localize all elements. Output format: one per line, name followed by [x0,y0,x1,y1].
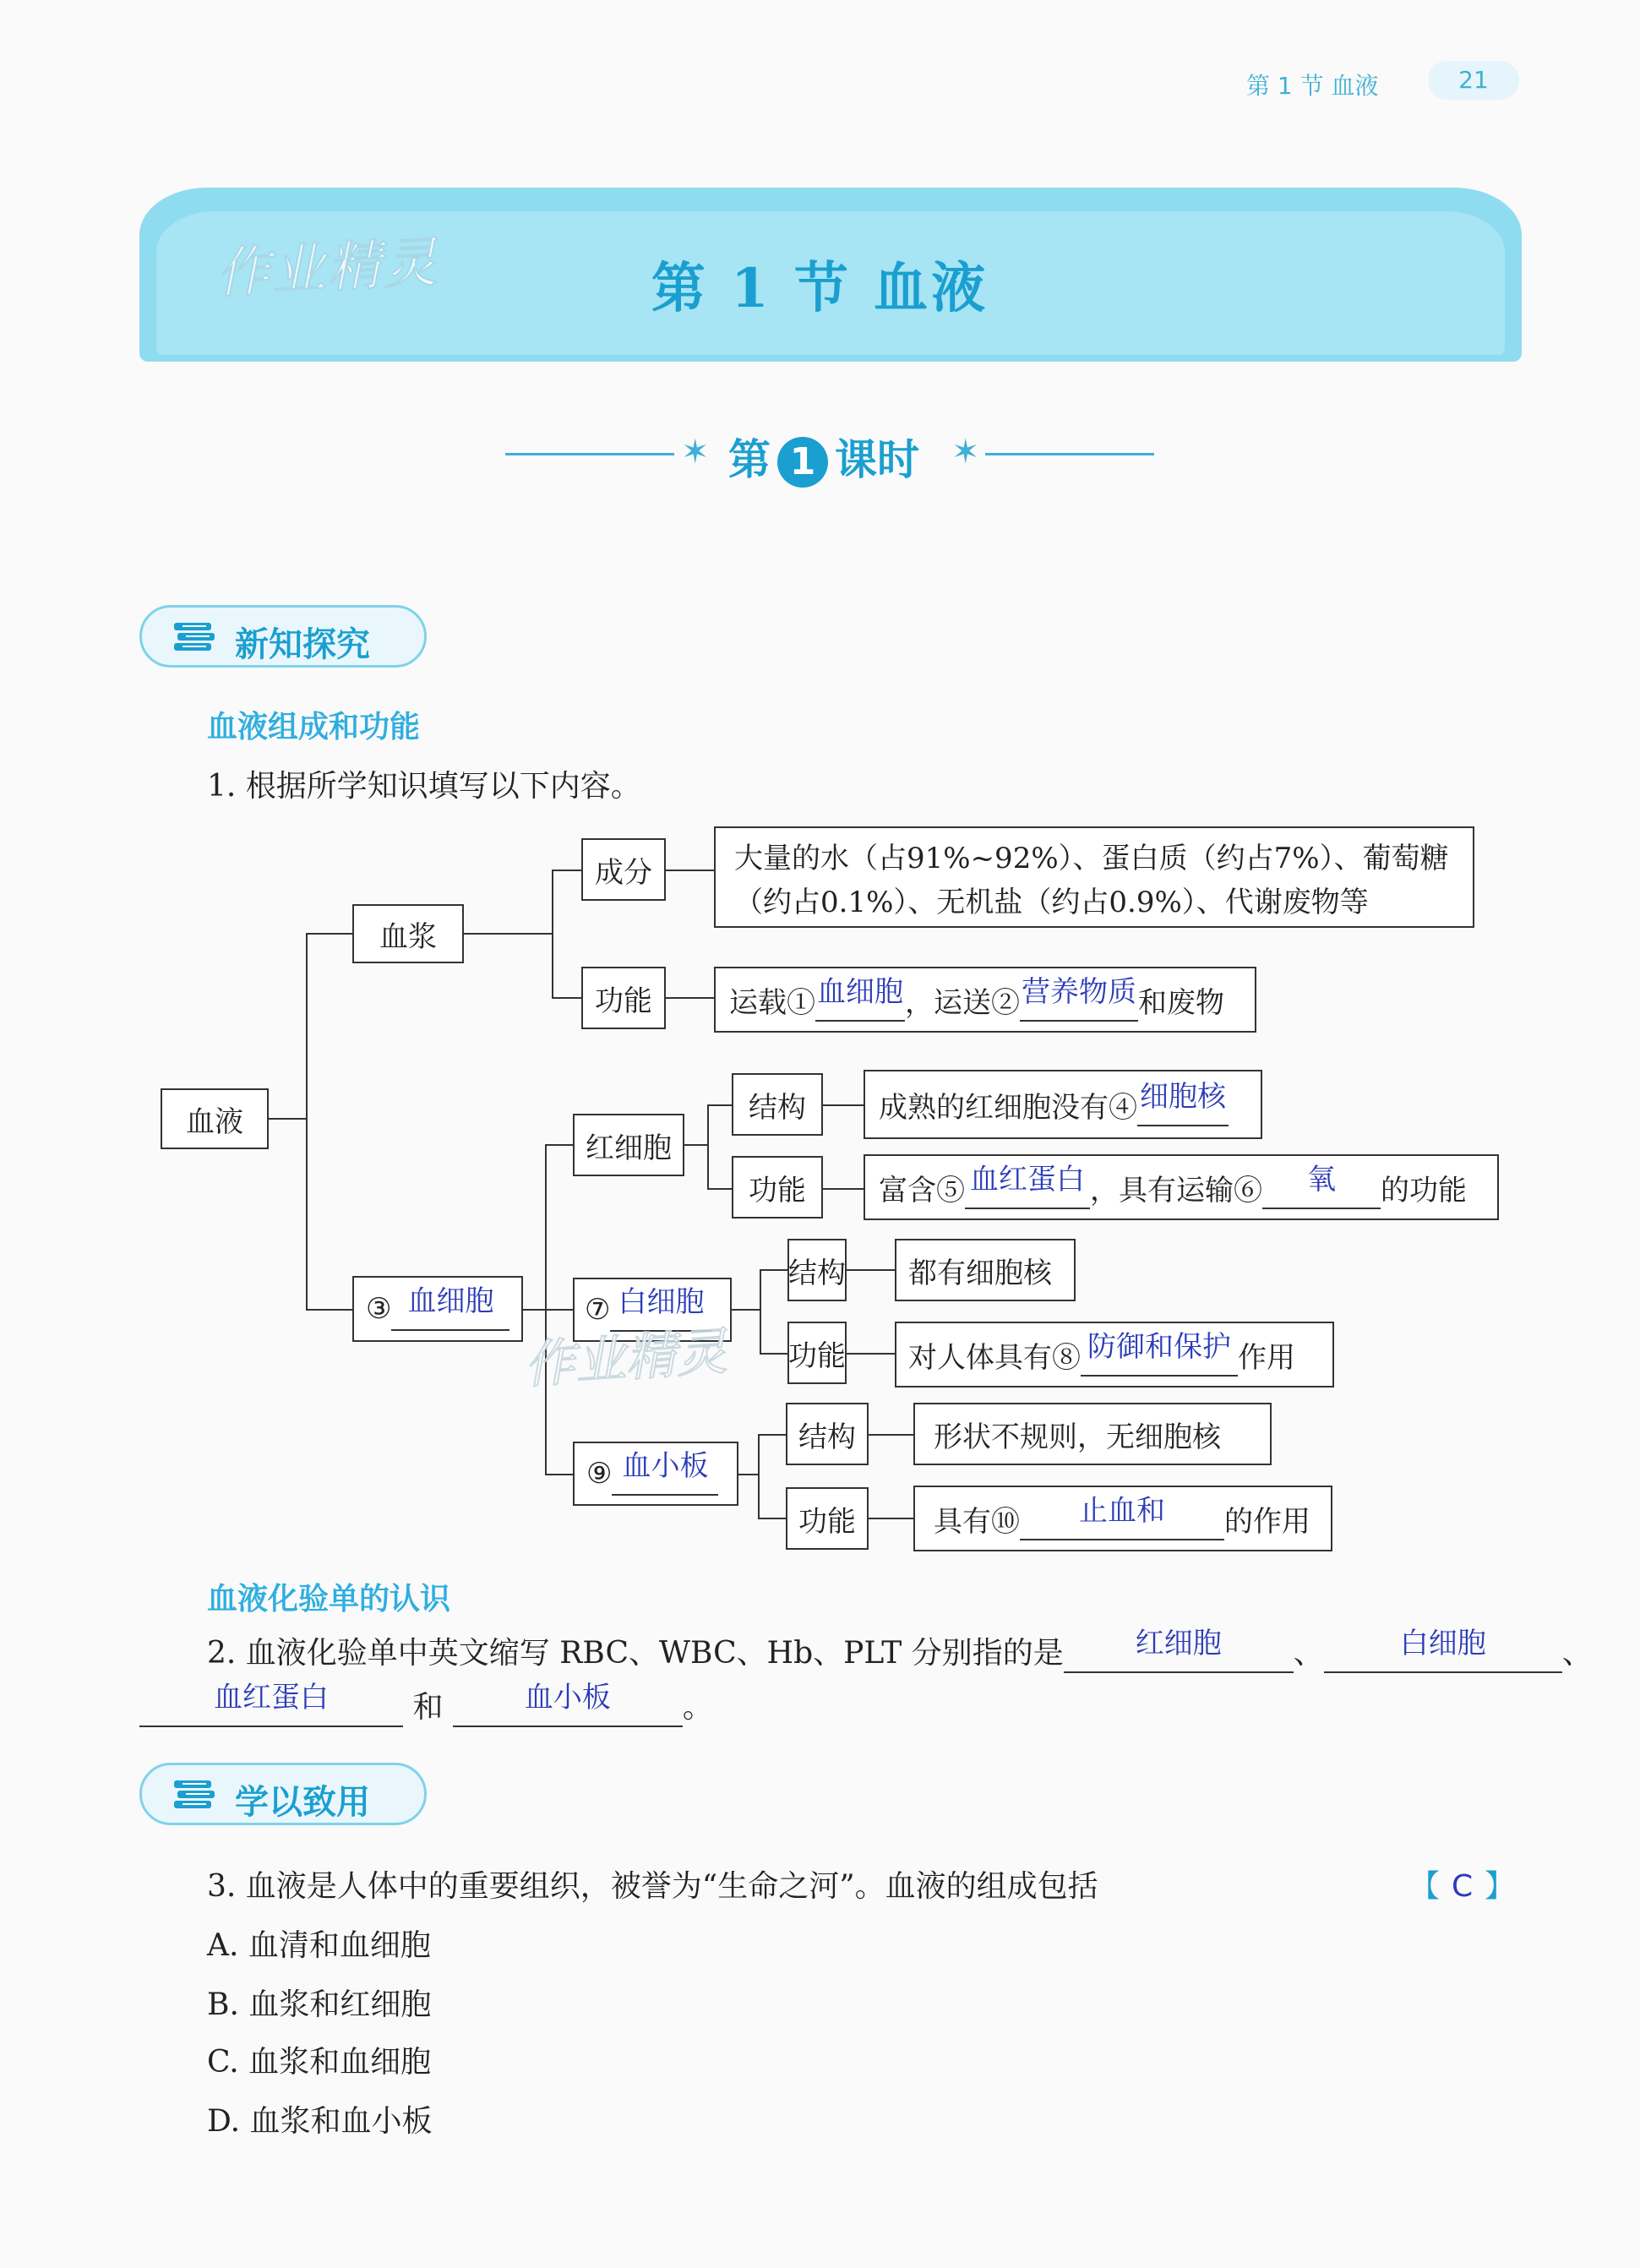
connector [268,1118,307,1120]
connector [552,870,582,871]
question-3-answer: C [1452,1869,1474,1904]
platelet-structure-detail: 形状不规则，无细胞核 [913,1403,1272,1465]
node-blood: 血液 [161,1088,269,1149]
node-platelet: ⑨ 血小板 [573,1442,738,1506]
books-icon [172,1779,216,1811]
star-icon: ✶ [681,433,710,472]
connector [760,1353,788,1355]
chapter-title: 第 1 节 血液 [651,257,989,320]
node-plasma: 血浆 [352,904,464,963]
section-label: 新知探究 [235,625,370,664]
section-pill-apply [139,1763,427,1825]
section-pill-explore [139,605,427,668]
connector [758,1434,760,1518]
running-header: 第 1 节 血液 [1246,72,1379,100]
question-3-answer-bracket: 【 C 】 [1409,1869,1516,1904]
option-d: D. 血浆和血小板 [207,2104,433,2139]
connector [552,870,553,998]
connector [760,1269,788,1271]
connector [867,1518,914,1519]
plasma-function-detail: 运载① 血细胞 ，运送② 营养物质 和废物 [714,967,1256,1033]
answer-blank-9: 血小板 [612,1453,718,1496]
connector [758,1518,787,1519]
answer-blank-7: 白细胞 [610,1289,711,1332]
connector [664,997,715,999]
question-2-cont: 血红蛋白 和 血小板 。 [139,1683,713,1727]
lesson-suffix: 课时 [835,435,919,484]
connector [760,1269,761,1354]
question-2: 2. 血液化验单中英文缩写 RBC、WBC、Hb、PLT 分别指的是 红细胞 、 白细胞 、 [207,1629,1593,1673]
node-platelet-structure: 结构 [786,1403,869,1465]
connector [845,1353,896,1355]
connector [545,1144,574,1146]
connector [822,1104,864,1106]
wbc-structure-detail: 都有细胞核 [895,1239,1076,1301]
lesson-title [728,426,919,488]
rbc-structure-detail: 成熟的红细胞没有④ 细胞核 [864,1070,1262,1139]
books-icon [172,621,216,653]
lesson-number: 1 [777,437,828,488]
answer-blank-2: 营养物质 [1020,979,1138,1022]
connector [545,1309,574,1311]
connector [306,933,353,935]
platelet-function-detail: 具有⑩ 止血和 的作用 [913,1486,1332,1551]
connector [306,1309,353,1311]
node-rbc-structure: 结构 [732,1073,823,1136]
connector [822,1188,864,1190]
lesson-rule-right [985,453,1154,455]
answer-blank-10: 止血和 [1020,1497,1224,1540]
connector [737,1474,759,1475]
page-number: 21 [1428,61,1519,100]
answer-blank-5: 血红蛋白 [965,1166,1090,1209]
subheading-blood-composition: 血液组成和功能 [207,710,421,744]
answer-blank-wbc: 白细胞 [1324,1630,1562,1673]
connector [730,1309,760,1311]
option-a: A. 血清和血细胞 [207,1928,431,1963]
node-plasma-composition: 成分 [581,838,666,901]
answer-blank-hb: 血红蛋白 [139,1684,403,1727]
connector [545,1474,574,1475]
connector [552,997,582,999]
section-label: 学以致用 [235,1783,370,1822]
subheading-lab-report: 血液化验单的认识 [207,1582,451,1616]
node-blood-cells: ③ 血细胞 [352,1276,523,1342]
connector [463,933,553,935]
node-plasma-function: 功能 [581,967,666,1029]
answer-blank-1: 血细胞 [815,979,905,1022]
connector [522,1309,546,1311]
answer-blank-4: 细胞核 [1137,1083,1229,1126]
option-c: C. 血浆和血细胞 [207,2045,432,2080]
watermark-logo: 作业精灵 [522,1322,729,1396]
node-wbc-function: 功能 [787,1322,847,1384]
answer-blank-8: 防御和保护 [1081,1333,1238,1377]
answer-blank-6: 氧 [1262,1166,1381,1209]
connector [845,1269,896,1271]
answer-blank-3: 血细胞 [391,1288,509,1331]
plasma-composition-detail: 大量的水（占91%~92%）、蛋白质（约占7%）、葡萄糖 （约占0.1%）、无机盐（约占0.9%）、代谢废物等 [714,826,1474,928]
connector [664,870,715,871]
node-wbc-structure: 结构 [787,1239,847,1301]
rbc-function-detail: 富含⑤ 血红蛋白 ，具有运输⑥ 氧 的功能 [864,1154,1499,1220]
question-3: 3. 血液是人体中的重要组织，被誉为“生命之河”。血液的组成包括 [207,1869,1098,1904]
connector [707,1188,733,1190]
connector [867,1434,914,1436]
lesson-prefix: 第 [728,435,771,484]
question-1: 1. 根据所学知识填写以下内容。 [207,769,641,804]
connector [683,1144,708,1146]
answer-blank-rbc: 红细胞 [1064,1630,1294,1673]
node-platelet-function: 功能 [786,1487,869,1550]
connector [758,1434,787,1436]
node-white-blood-cell: ⑦ 白细胞 [573,1278,732,1342]
lesson-rule-left [505,453,674,455]
option-b: B. 血浆和红细胞 [207,1987,432,2022]
connector [707,1104,709,1189]
wbc-function-detail: 对人体具有⑧ 防御和保护 作用 [895,1322,1334,1388]
node-red-blood-cell: 红细胞 [573,1114,684,1176]
answer-blank-plt: 血小板 [453,1684,683,1727]
star-icon: ✶ [951,433,980,472]
connector [306,933,308,1310]
watermark-logo: 作业精灵 [214,232,441,306]
node-rbc-function: 功能 [732,1156,823,1219]
connector [707,1104,733,1106]
